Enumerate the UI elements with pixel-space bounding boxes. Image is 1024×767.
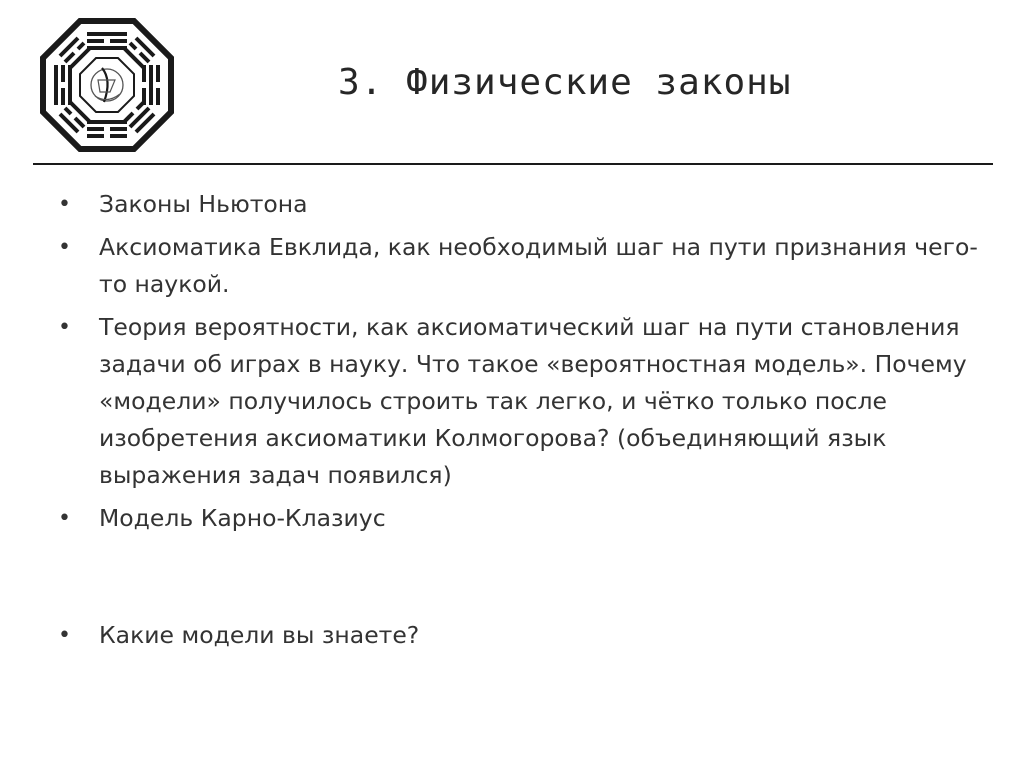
- bullet-list: [58, 186, 978, 660]
- bullet-dot: •: [58, 235, 71, 260]
- title-divider: [33, 163, 993, 165]
- bullet-dot: •: [58, 315, 71, 340]
- bullet-item: [58, 309, 978, 494]
- bullet-dot: •: [58, 192, 71, 217]
- dharma-octagon-logo-icon: [40, 18, 174, 152]
- bullet-text: Какие модели вы знаете?: [99, 621, 420, 649]
- bullet-text: Теория вероятности, как аксиоматический шаг на пути становления задачи об играх в науку. Что такое «вероятностная модель». Почему «модели» получилось строить так легко, и чётко только после изобретения аксиоматики Колмогорова? (объединяющий язык выражения задач появился): [99, 313, 967, 489]
- bullet-item: [58, 186, 978, 223]
- bullet-item: [58, 617, 978, 654]
- bullet-item: [58, 229, 978, 303]
- slide-title: 3. Физические законы: [338, 62, 792, 103]
- bullet-text: Модель Карно-Клазиус: [99, 504, 386, 532]
- bullet-dot: •: [58, 623, 71, 648]
- bullet-item: [58, 500, 978, 537]
- bullet-text: Аксиоматика Евклида, как необходимый шаг на пути признания чего-то наукой.: [99, 233, 978, 298]
- bullet-dot: •: [58, 506, 71, 531]
- bullet-text: Законы Ньютона: [99, 190, 308, 218]
